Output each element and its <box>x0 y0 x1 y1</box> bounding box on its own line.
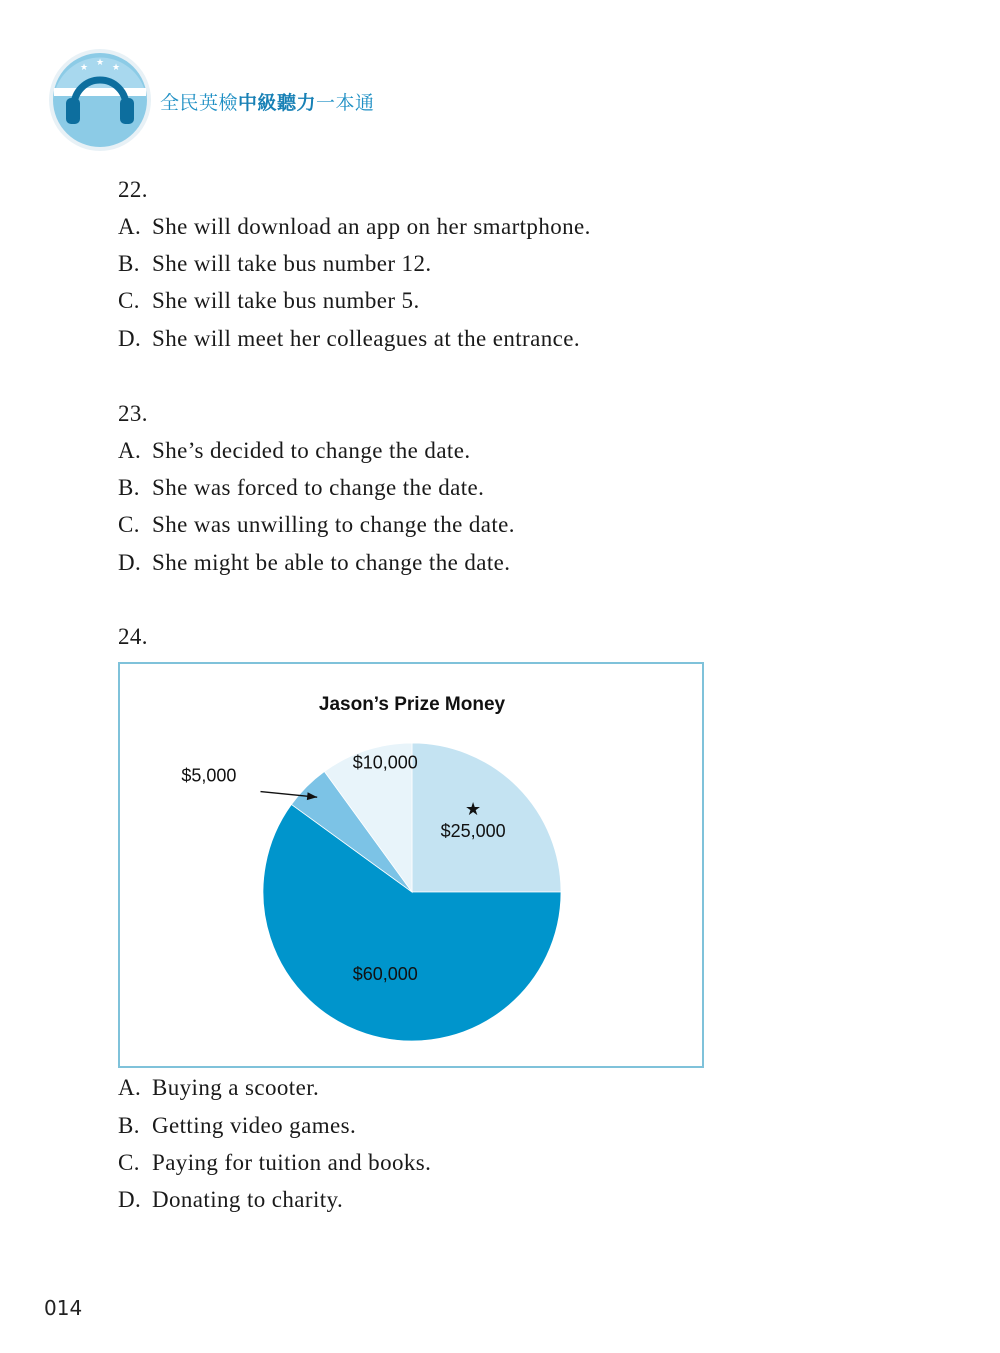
headphones-logo-icon <box>48 48 152 152</box>
answer-option <box>118 1149 431 1177</box>
option-letter: A. <box>118 214 142 239</box>
book-title <box>160 88 375 115</box>
option-text: She’s decided to change the date. <box>152 438 471 463</box>
option-text: She will take bus number 5. <box>152 288 420 313</box>
answer-option <box>118 549 510 577</box>
option-text: She will meet her colleagues at the entrance. <box>152 326 580 351</box>
svg-text:★: ★ <box>80 62 89 72</box>
pie-chart-box <box>118 662 704 1068</box>
page-header <box>0 0 1000 160</box>
option-letter: D. <box>118 1187 142 1212</box>
pie-slice-25000 <box>412 743 561 892</box>
option-letter: A. <box>118 438 142 463</box>
svg-text:★: ★ <box>96 57 105 67</box>
option-text: Getting video games. <box>152 1113 357 1138</box>
slice-label-10000: $10,000 <box>352 752 418 773</box>
question-number: 24. <box>118 624 148 649</box>
option-letter: B. <box>118 251 140 276</box>
option-letter: D. <box>118 550 142 575</box>
book-title-part: 全民英檢 <box>160 92 239 114</box>
answer-option <box>118 325 580 353</box>
option-letter: B. <box>118 475 140 500</box>
slice-label-25000: $25,000 <box>440 820 506 841</box>
option-letter: B. <box>118 1113 140 1138</box>
answer-option <box>118 474 484 502</box>
option-letter: A. <box>118 1075 142 1100</box>
option-text: She might be able to change the date. <box>152 550 511 575</box>
option-text: Donating to charity. <box>152 1187 344 1212</box>
option-letter: C. <box>118 512 140 537</box>
answer-option <box>118 1074 319 1102</box>
option-text: She was unwilling to change the date. <box>152 512 515 537</box>
option-text: She was forced to change the date. <box>152 475 485 500</box>
option-text: Paying for tuition and books. <box>152 1150 432 1175</box>
option-letter: C. <box>118 288 140 313</box>
slice-label-5000: $5,000 <box>181 765 237 786</box>
question-number: 22. <box>118 177 148 202</box>
answer-option <box>118 1112 356 1140</box>
answer-option <box>118 213 591 241</box>
slice-label-60000: $60,000 <box>352 964 418 985</box>
answer-option <box>118 437 470 465</box>
option-text: She will download an app on her smartphone. <box>152 214 591 239</box>
chart-title: Jason’s Prize Money <box>318 694 506 715</box>
page-number: 014 <box>44 1296 83 1320</box>
option-letter: D. <box>118 326 142 351</box>
answer-option <box>118 250 432 278</box>
option-text: She will take bus number 12. <box>152 251 432 276</box>
book-title-part: 一本通 <box>316 92 375 114</box>
book-title-bold-part: 中級聽力 <box>238 92 317 114</box>
svg-text:★: ★ <box>112 62 121 72</box>
star-marker-icon: ★ <box>465 798 482 819</box>
option-text: Buying a scooter. <box>152 1075 320 1100</box>
question-number: 23. <box>118 401 148 426</box>
answer-option <box>118 287 420 315</box>
answer-option <box>118 1186 343 1214</box>
answer-option <box>118 511 515 539</box>
pie-chart <box>120 664 702 1066</box>
option-letter: C. <box>118 1150 140 1175</box>
